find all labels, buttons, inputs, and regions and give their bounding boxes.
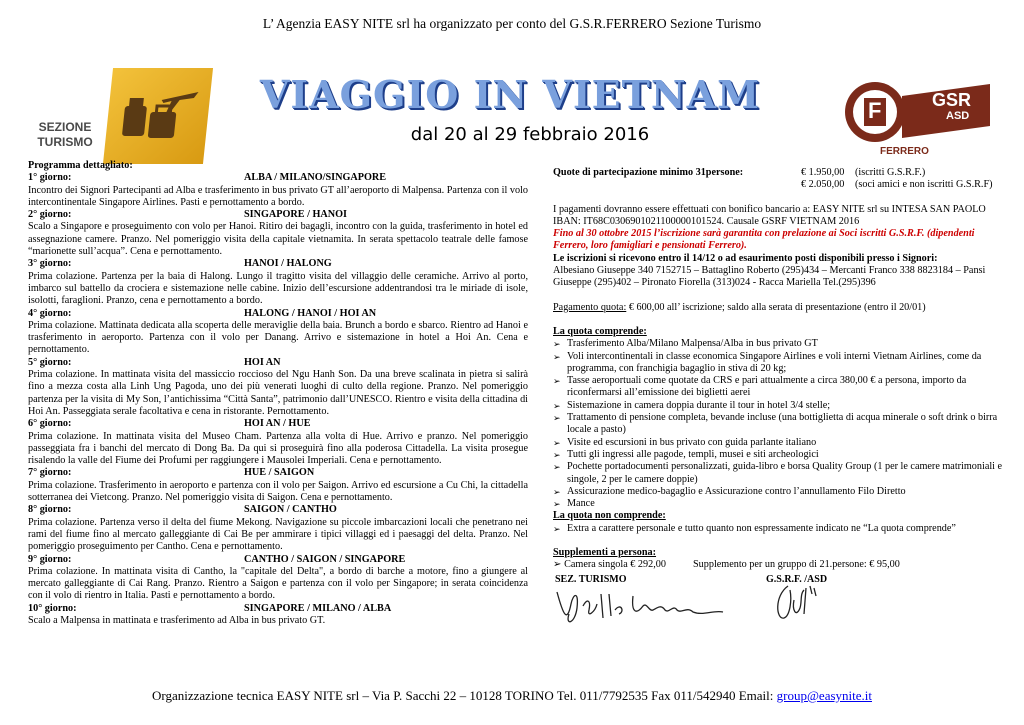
page-title: VIAGGIO IN VIETNAM: [259, 72, 761, 117]
day-description: Prima colazione. In mattinata visita del Museo Cham. Partenza alla volta di Hue. Arrivo e pranzo. Nel pomeriggio passeggiata fra i banchi del mercato di Dong Ba. Da qui si proseguirà fino alla poderosa Cittadella. La visita prosegue risalendo la valle del Fiume dei Profumi per raggiungere i Mausolei Imperiali. Cena e pernottamento.: [28, 430, 528, 467]
signature-label-right: G.S.R.F. /ASD: [766, 574, 828, 585]
day-label: 2° giorno:: [28, 209, 72, 221]
footer-text: Organizzazione tecnica EASY NITE srl – Via P. Sacchi 22 – 10128 TORINO Tel. 011/7792535 Fax 011/542940 Email:: [152, 688, 777, 703]
header-line: L’ Agenzia EASY NITE srl ha organizzato per conto del G.S.R.FERRERO Sezione Turismo: [262, 16, 762, 31]
day-description: Scalo a Malpensa in mattinata e trasferimento ad Alba in bus privato GT.: [28, 614, 326, 626]
day-description: Prima colazione. Partenza verso il delta del fiume Mekong. Navigazione su piccole imbarcazioni locali che penetrano nei rami del fiume fino al mercato galleggiante di Cai Be per ammirare i tipici villaggi ed i paesaggi del delta. Pranzo. Nel pomeriggio proseguimento per Cantho. Cena e pernottamento.: [28, 516, 528, 553]
list-item: ➢ Extra a carattere personale e tutto quanto non espressamente indicato ne “La quota comprende”: [553, 523, 1008, 535]
day-description: Scalo a Singapore e proseguimento con volo per Hanoi. Ritiro dei bagagli, incontro con la guida, trasferimento in hotel ed assegnazione camere. Pranzo. Nel pomeriggio visita della capitale vietnamita. In serata spettacolo teatrale delle famose “marionette sull’acqua”. Cena e pernottamento.: [28, 221, 528, 258]
day-label: 4° giorno:: [28, 307, 72, 319]
day-description: Incontro dei Signori Partecipanti ad Alba e trasferimento in bus privato GT all’aeroporto di Malpensa. Partenza con il volo intercontinentale Singapore Airlines. Pasti e pernottamento a bordo.: [28, 184, 528, 208]
day-header: [28, 308, 528, 320]
list-item: ➢ Voli intercontinentali in classe economica Singapore Airlines e voli interni Vietnam Airlines, come da programma, con franchigia bagaglio in stiva di 20 kg;: [553, 351, 1008, 376]
ferrero-brand: FERRERO: [880, 146, 929, 157]
gsr-ferrero-logo: [842, 76, 992, 152]
travel-icon: [103, 68, 213, 164]
day-route: HANOI / HALONG: [244, 258, 332, 270]
program-column: [28, 160, 528, 627]
logo-line-1: SEZIONE: [38, 120, 92, 134]
excludes-list: [553, 523, 1008, 535]
day-label: 7° giorno:: [28, 467, 72, 479]
includes-list: [553, 338, 1008, 510]
footer: [0, 688, 1024, 704]
day-route: SAIGON / CANTHO: [244, 504, 337, 516]
list-item: ➢ Trattamento di pensione completa, bevande incluse (una bottiglietta di acqua minerale o soft drink o birra locale a pasto): [553, 412, 1008, 437]
day-header: [28, 258, 528, 270]
day-header: [28, 554, 528, 566]
day-label: 10° giorno:: [28, 602, 77, 614]
list-item: ➢ Mance: [553, 498, 1008, 510]
day-label: 5° giorno:: [28, 356, 72, 368]
day-header: [28, 357, 528, 369]
list-item: ➢ Assicurazione medico-bagaglio e Assicurazione contro l’annullamento Filo Diretto: [553, 486, 1008, 498]
list-item: ➢ Visite ed escursioni in bus privato con guida parlante italiano: [553, 437, 1008, 449]
day-header: [28, 467, 528, 479]
day-header: [28, 504, 528, 516]
program-heading: Programma dettagliato:: [28, 160, 133, 171]
logo-letter: F: [868, 98, 882, 123]
day-route: SINGAPORE / HANOI: [244, 209, 348, 221]
info-column: [553, 167, 1008, 572]
trip-dates: dal 20 al 29 febbraio 2016: [410, 124, 650, 145]
day-route: HALONG / HANOI / HOI AN: [244, 307, 377, 319]
day-route: CANTHO / SAIGON / SINGAPORE: [244, 553, 406, 565]
list-item: ➢ Sistemazione in camera doppia durante il tour in hotel 3/4 stelle;: [553, 400, 1008, 412]
day-header: [28, 418, 528, 430]
supplement-single: ➢ Camera singola € 292,00: [553, 559, 666, 571]
day-label: 9° giorno:: [28, 553, 72, 565]
day-route: SINGAPORE / MILANO / ALBA: [244, 602, 392, 614]
signature-label-left: SEZ. TURISMO: [555, 574, 627, 585]
list-item: ➢ Pochette portadocumenti personalizzati, guida-libro e borsa Quality Group (1 per le camere matrimoniali e singole, 2 per le camere doppie): [553, 461, 1008, 486]
supplements-heading: Supplementi a persona:: [553, 547, 657, 559]
logo-line-2: TURISMO: [37, 135, 93, 149]
registration-note: Le iscrizioni si ricevono entro il 14/12 o ad esaurimento posti disponibili presso i Signori:: [553, 252, 938, 264]
day-description: Prima colazione. Trasferimento in aeroporto e partenza con il volo per Saigon. Arrivo ed escursione a Cu Chi, la cittadella sotterranea dei Vietcong. Pranzo. Nel pomeriggio visita di Saigon. Cena e pernottamento.: [28, 479, 528, 504]
day-route: HOI AN: [244, 356, 281, 368]
contacts: Albesiano Giuseppe 340 7152715 – Battaglino Roberto (295)434 – Mercanti Franco 338 8823184 – Pansi Giuseppe (295)402 – Pironato Fiorella (313)024 - Racca Mariella Tel.(295)396: [553, 265, 986, 289]
day-description: Prima colazione. Mattinata dedicata alla scoperta delle meraviglie della baia. Brunch a bordo e sbarco. Rientro ad Hanoi e trasferimento in aeroporto. Partenza con il volo per Danang. Arrivo e sistemazione in hotel a Hoi An. Cena e pernottamento.: [28, 319, 528, 356]
payment-label: Pagamento quota:: [553, 301, 627, 313]
email-link[interactable]: group@easynite.it: [776, 688, 872, 703]
signature-gsrf: [770, 580, 830, 626]
day-description: Prima colazione. Partenza per la baia di Halong. Lungo il tragitto visita del villaggio delle ceramiche. Arrivo al porto, imbarco sul battello da crociera e sistemazione nelle cabine. Inizio dell’escursione addentrandosi tra le miriade di isole, isolotti, faraglioni. Pranzo, cena e pernottamento a bordo.: [28, 270, 528, 307]
day-description: Prima colazione. In mattinata visita del massiccio roccioso del Ngu Hanh Son. Da una breve scalinata in pietra si salirà fino a mezza costa alla Linh Ung Pagoda, uno dei più venerati luoghi di culto della regione. Pranzo. Nel pomeriggio partenza per la visita di My Son, l’antichissima “Città Santa”, patrimonio dall’UNESCO. Rientro e visita della cittadina di Hoi An. Passeggiata serale facoltativa e cena in ristorante. Pernottamento.: [28, 369, 528, 417]
payment-text: I pagamenti dovranno essere effettuati con bonifico bancario a: EASY NITE srl su INTESA SAN PAOLO IBAN: IT68C0306901021100000101524. Causale GSRF VIETNAM 2016: [553, 203, 986, 227]
list-item: ➢ Tasse aeroportuali come quotate da CRS e pari attualmente a circa 380,00 € a persona, importo da riconfermarsi all’emissione dei biglietti aerei: [553, 375, 1008, 400]
includes-heading: La quota comprende:: [553, 325, 647, 337]
priority-note: Fino al 30 ottobre 2015 l’iscrizione sarà garantita con prelazione ai Soci iscritti G.S.R.F. (dipendenti Ferrero, loro famigliari e pensionati Ferrero).: [553, 228, 975, 252]
list-item: ➢ Tutti gli ingressi alle pagode, templi, musei e siti archeologici: [553, 449, 1008, 461]
quote-price-2: € 2.050,00: [801, 179, 845, 191]
supplement-group: Supplemento per un gruppo di 21.persone: € 95,00: [693, 559, 900, 571]
day-description: Prima colazione. In mattinata visita di Cantho, la "capitale del Delta", a bordo di barche a motore, fino a giungere al mercato galleggiante di Cai Rang. Pranzo. Rientro a Saigon e partenza con il volo per Singapore; in serata coincidenza con il volo di rientro in Italia. Pasti e pernottamento a bordo.: [28, 565, 528, 602]
day-label: 6° giorno:: [28, 418, 72, 430]
program-days: [28, 172, 528, 627]
excludes-heading: La quota non comprende:: [553, 510, 666, 522]
day-label: 8° giorno:: [28, 504, 72, 516]
quote-note-2: (soci amici e non iscritti G.S.R.F): [855, 179, 993, 191]
day-label: 1° giorno:: [28, 172, 72, 184]
day-header: [28, 172, 528, 184]
signature-sezione-turismo: [553, 584, 733, 628]
day-label: 3° giorno:: [28, 258, 72, 270]
logo-asd: ASD: [946, 110, 970, 122]
day-route: ALBA / MILANO/SINGAPORE: [244, 172, 387, 184]
day-header: [28, 603, 528, 615]
quote-price-1: € 1.950,00: [801, 167, 845, 178]
day-route: HOI AN / HUE: [244, 418, 311, 430]
quote-label: Quote di partecipazione minimo 31persone:: [553, 167, 744, 178]
list-item: ➢ Trasferimento Alba/Milano Malpensa/Alba in bus privato GT: [553, 338, 1008, 350]
day-header: [28, 209, 528, 221]
payment-amount: € 600,00 all’ iscrizione; saldo alla serata di presentazione (entro il 20/01): [626, 301, 926, 313]
day-route: HUE / SAIGON: [244, 467, 315, 479]
quote-note-1: (iscritti G.S.R.F.): [855, 167, 926, 178]
logo-gsr: GSR: [932, 90, 972, 110]
